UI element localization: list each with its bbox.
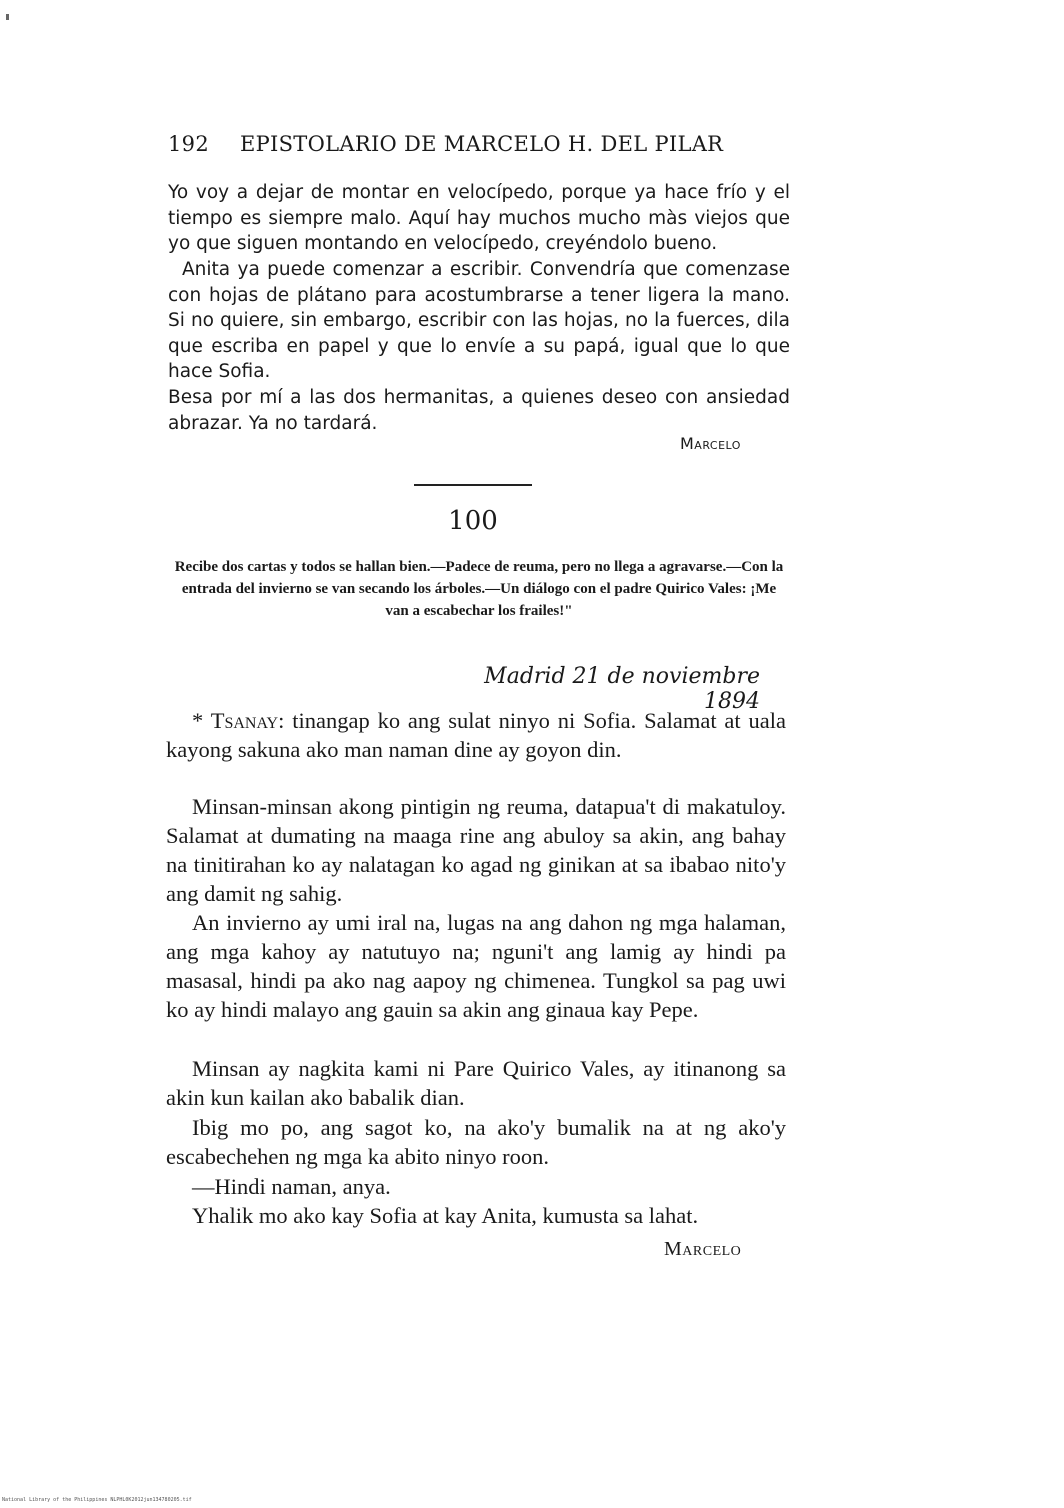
letter-paragraph-2: Minsan-minsan akong pintigin ng reuma, datapua't di makatuloy. Salamat at dumating na maaga rine ang abuloy sa akin, ang bahay na tinitirahan ko ay nalatagan ko agad ng ginikan at sa ibabao nito'y ang damit ng sahig.	[166, 794, 786, 906]
section-divider	[414, 484, 532, 486]
letter-number: 100	[448, 506, 498, 536]
salutation: * Tsanay:	[192, 708, 285, 733]
previous-letter-paragraph-1: Yo voy a dejar de montar en velocípedo, porque ya hace frío y el tiempo es siempre malo. Aquí hay muchos mucho màs viejos que yo que siguen montando en velocípedo, creyéndolo bueno.	[168, 182, 790, 255]
letter-paragraph-3: An invierno ay umi iral na, lugas na ang dahon ng mga halaman, ang mga kahoy ay natutuyo na; nguni't ang lamig ay hindi pa masasal, hindi pa ako nag aapoy ng chimenea. Tungkol sa pag uwi ko ay hindi malayo ang gauin sa akin ang ginaua kay Pepe.	[166, 910, 786, 1022]
running-title: EPISTOLARIO DE MARCELO H. DEL PILAR	[239, 132, 724, 156]
letter-paragraph-1-text: tinangap ko ang sulat ninyo ni Sofia. Salamat at uala kayong sakuna ako man naman dine ay goyon din.	[166, 708, 786, 762]
page-number: 192	[168, 132, 209, 156]
previous-letter-paragraph-2: Anita ya puede comenzar a escribir. Convendría que comenzase con hojas de plátano para acostumbrarse a tener ligera la mano. Si no quiere, sin embargo, escribir con las hojas, no la fuerces, dila que escriba en papel y que lo envíe a su papá, igual que lo que hace Sofia.	[168, 259, 790, 383]
letter-summary: Recibe dos cartas y todos se hallan bien.—Padece de reuma, pero no llega a agravarse.—Con la entrada del invierno se van secando los árboles.—Un diálogo con el padre Quirico Vales: ¡Me van a escabechar los frailes!"	[174, 559, 784, 619]
previous-letter-paragraph-3: Besa por mí a las dos hermanitas, a quienes deseo con ansiedad abrazar. Ya no tardará.	[168, 387, 790, 434]
letter-signature: Marcelo	[664, 1238, 742, 1260]
letter-paragraph-5: Ibig mo po, ang sagot ko, na ako'y bumalik na at ng ako'y escabechehen ng mga ka abito ninyo roon.	[166, 1115, 786, 1169]
letter-paragraph-7: Yhalik mo ako kay Sofia at kay Anita, kumusta sa lahat.	[192, 1203, 699, 1228]
page-header	[168, 132, 788, 156]
previous-letter-signature: Marcelo	[680, 434, 741, 453]
scan-speck	[6, 14, 9, 20]
letter-paragraph-1	[166, 706, 786, 764]
scan-identifier: National Library of the Philippines NLPHL0K2012jun134780205.tif	[2, 1497, 192, 1503]
letter-paragraph-4: Minsan ay nagkita kami ni Pare Quirico Vales, ay itinanong sa akin kun kailan ako babalik dian.	[166, 1056, 786, 1110]
letter-dateline: Madrid 21 de noviembre 1894	[484, 664, 760, 714]
letter-paragraph-6: —Hindi naman, anya.	[192, 1174, 391, 1199]
